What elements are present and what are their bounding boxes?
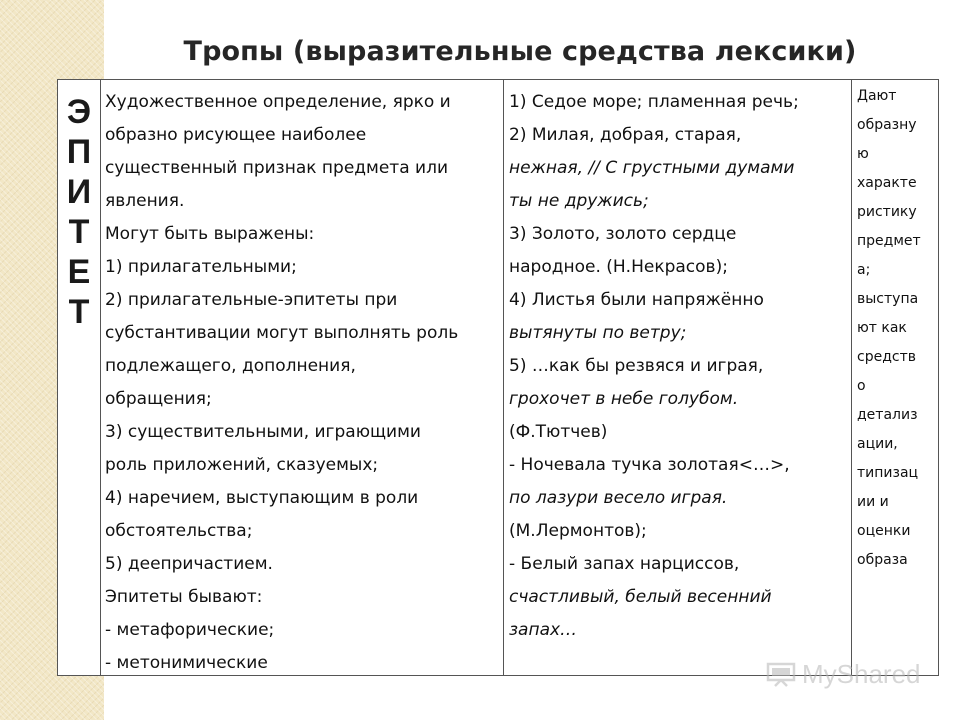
- example-line: по лазури весело играя.: [509, 488, 728, 508]
- function-line: оценки: [857, 523, 911, 539]
- example-line: 2) Милая, добрая, старая,: [509, 125, 742, 145]
- example-line: - Ночевала тучка золотая<…>,: [509, 455, 790, 475]
- function-column: [852, 80, 938, 675]
- definition-line: - метонимические: [105, 653, 268, 673]
- example-line: 3) Золото, золото сердце: [509, 224, 737, 244]
- function-line: детализ: [857, 407, 918, 423]
- function-line: ристику: [857, 204, 917, 220]
- function-line: образа: [857, 552, 908, 568]
- definition-line: обращения;: [105, 389, 212, 409]
- definition-line: явления.: [105, 191, 185, 211]
- examples-column: [504, 80, 852, 675]
- function-line: ии и: [857, 494, 889, 510]
- function-line: характе: [857, 175, 917, 191]
- watermark-text: MyShared: [802, 658, 921, 689]
- definition-line: субстантивации могут выполнять роль: [105, 323, 459, 343]
- definition-line: существенный признак предмета или: [105, 158, 448, 178]
- definition-line: 3) существительными, играющими: [105, 422, 421, 442]
- example-line: грохочет в небе голубом.: [509, 389, 739, 409]
- term-letter: И: [66, 173, 92, 211]
- term-column: [58, 80, 101, 675]
- function-line: Дают: [857, 88, 897, 104]
- definition-line: - метафорические;: [105, 620, 275, 640]
- example-line: (Ф.Тютчев): [509, 422, 608, 442]
- term-letter: П: [66, 133, 92, 171]
- function-line: ю: [857, 146, 869, 162]
- example-line: 1) Седое море; пламенная речь;: [509, 92, 799, 112]
- function-line: образну: [857, 117, 917, 133]
- example-line: нежная, // С грустными думами: [509, 158, 795, 178]
- function-text: [857, 82, 937, 575]
- definition-line: роль приложений, сказуемых;: [105, 455, 379, 475]
- definition-line: образно рисующее наиболее: [105, 125, 367, 145]
- definition-line: 2) прилагательные-эпитеты при: [105, 290, 398, 310]
- term-letter: Т: [68, 213, 90, 251]
- definition-text: [105, 86, 505, 680]
- function-line: предмет: [857, 233, 921, 249]
- definition-line: 5) деепричастием.: [105, 554, 273, 574]
- definition-line: 1) прилагательными;: [105, 257, 297, 277]
- definition-line: обстоятельства;: [105, 521, 253, 541]
- function-line: выступа: [857, 291, 919, 307]
- definition-line: Эпитеты бывают:: [105, 587, 263, 607]
- function-line: типизац: [857, 465, 919, 481]
- example-line: запах…: [509, 620, 578, 640]
- example-line: вытянуты по ветру;: [509, 323, 687, 343]
- definition-line: Художественное определение, ярко и: [105, 92, 451, 112]
- examples-text: [509, 86, 853, 647]
- definition-column: [101, 80, 504, 675]
- function-line: ации,: [857, 436, 898, 452]
- definition-line: 4) наречием, выступающим в роли: [105, 488, 419, 508]
- tropes-table: [57, 79, 939, 676]
- term-letter: Е: [67, 253, 91, 291]
- example-line: народное. (Н.Некрасов);: [509, 257, 728, 277]
- function-line: а;: [857, 262, 871, 278]
- definition-line: подлежащего, дополнения,: [105, 356, 356, 376]
- example-line: ты не дружись;: [509, 191, 649, 211]
- function-line: о: [857, 378, 866, 394]
- example-line: - Белый запах нарциссов,: [509, 554, 740, 574]
- example-line: 5) …как бы резвяся и играя,: [509, 356, 764, 376]
- definition-line: Могут быть выражены:: [105, 224, 315, 244]
- example-line: (М.Лермонтов);: [509, 521, 647, 541]
- function-line: средств: [857, 349, 916, 365]
- term-letter: Э: [66, 93, 92, 131]
- term-letter: Т: [68, 293, 90, 331]
- watermark: [766, 654, 921, 694]
- page-title: Тропы (выразительные средства лексики): [183, 36, 857, 67]
- presentation-icon: [766, 661, 796, 687]
- example-line: счастливый, белый весенний: [509, 587, 772, 607]
- example-line: 4) Листья были напряжённо: [509, 290, 764, 310]
- term-vertical-word: [58, 92, 100, 332]
- function-line: ют как: [857, 320, 907, 336]
